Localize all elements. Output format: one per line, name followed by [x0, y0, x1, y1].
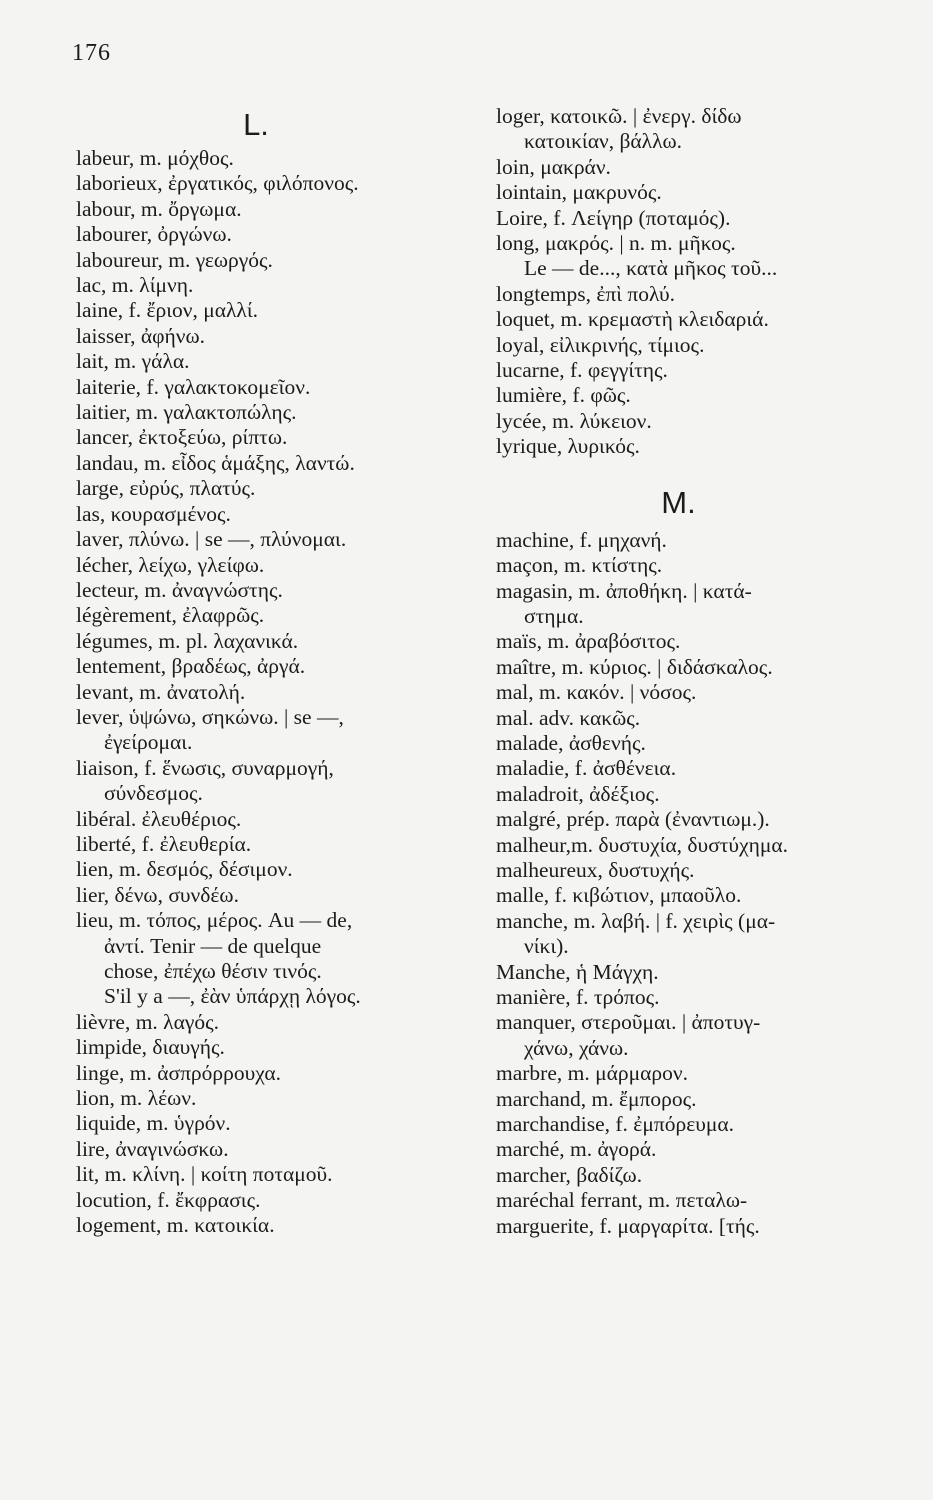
dictionary-entry: lac, m. λίμνη.: [76, 273, 194, 298]
dictionary-entry: maladroit, ἀδέξιος.: [496, 781, 660, 806]
dictionary-entry: loger, κατοικῶ. | ἐνεργ. δίδω: [496, 104, 742, 128]
dictionary-entry: lucarne, f. φεγγίτης.: [496, 358, 668, 383]
dictionary-entry: chose, ἐπέχω θέσιν τινός.: [104, 959, 322, 983]
dictionary-entry: lentement, βραδέως, ἀργά.: [76, 654, 306, 679]
dictionary-entry: lier, δένω, συνδέω.: [76, 882, 239, 907]
dictionary-entry: lever, ὑψώνω, σηκώνω. | se —,: [76, 704, 344, 729]
dictionary-entry: marchandise, f. ἐμπόρευμα.: [496, 1112, 735, 1137]
dictionary-entry: mal, m. κακόν. | νόσος.: [496, 680, 697, 705]
dictionary-entry: lycée, m. λύκειον.: [496, 408, 652, 433]
dictionary-entry: marchand, m. ἔμπορος.: [496, 1086, 697, 1111]
dictionary-entry: laitier, m. γαλακτοπώλης.: [76, 400, 297, 425]
dictionary-entry: linge, m. ἀσπρόρρουχα.: [76, 1060, 281, 1085]
dictionary-entry: malheur,m. δυστυχία, δυστύχημα.: [496, 832, 789, 857]
right-column: [496, 104, 901, 1239]
dictionary-entry: marbre, m. μάρμαρον.: [496, 1061, 688, 1086]
dictionary-entry: labeur, m. μόχθος.: [76, 146, 234, 170]
dictionary-entry: laboureur, m. γεωργός.: [76, 247, 273, 272]
dictionary-entry: large, εὐρύς, πλατύς.: [76, 476, 256, 501]
dictionary-entry: lien, m. δεσμός, δέσιμον.: [76, 857, 293, 882]
dictionary-entry: loyal, εἰλικρινής, τίμιος.: [496, 332, 705, 357]
dictionary-entry: laine, f. ἔριον, μαλλί.: [76, 298, 259, 323]
dictionary-entry: νίκι).: [524, 934, 569, 959]
dictionary-entry: liberté, f. ἐλευθερία.: [76, 831, 252, 856]
dictionary-entry: lire, ἀναγινώσκω.: [76, 1136, 229, 1161]
dictionary-entry: liaison, f. ἕνωσις, συναρμογή,: [76, 755, 334, 780]
dictionary-entry: maréchal ferrant, m. πεταλω-: [496, 1188, 748, 1213]
dictionary-entry: Manche, ἡ Μάγχη.: [496, 959, 659, 984]
dictionary-entry: ἐγείρομαι.: [104, 730, 193, 755]
entries-l: [76, 146, 476, 1238]
dictionary-entry: malgré, prép. παρὰ (ἐναντιωμ.).: [496, 807, 770, 832]
dictionary-entry: στημα.: [524, 603, 584, 628]
dictionary-entry: malle, f. κιβώτιον, μπαοῦλο.: [496, 883, 742, 908]
dictionary-entry: lait, m. γάλα.: [76, 349, 190, 374]
dictionary-entry: manquer, στεροῦμαι. | ἀποτυγ-: [496, 1010, 761, 1035]
dictionary-entry: loquet, m. κρεμαστὴ κλειδαριά.: [496, 307, 769, 332]
dictionary-entry: limpide, διαυγής.: [76, 1035, 225, 1060]
dictionary-entry: maladie, f. ἀσθένεια.: [496, 756, 677, 781]
entries-l-continued: [496, 104, 901, 460]
dictionary-entry: manche, m. λαβή. | f. χειρὶς (μα-: [496, 908, 776, 933]
dictionary-entry: χάνω, χάνω.: [524, 1035, 629, 1060]
dictionary-entry: lécher, λείχω, γλείφω.: [76, 552, 265, 577]
dictionary-entry: marguerite, f. μαργαρίτα. [τής.: [496, 1213, 760, 1238]
dictionary-entry: σύνδεσμος.: [104, 781, 203, 806]
dictionary-entry: lit, m. κλίνη. | κοίτη ποταμοῦ.: [76, 1162, 333, 1187]
dictionary-entry: landau, m. εἶδος ἁμάξης, λαντώ.: [76, 450, 355, 475]
dictionary-entry: magasin, m. ἀποθήκη. | κατά-: [496, 578, 752, 603]
dictionary-entry: loin, μακράν.: [496, 154, 611, 179]
dictionary-entry: lumière, f. φῶς.: [496, 383, 631, 408]
left-column: [76, 104, 476, 1238]
section-letter-m: M.: [661, 484, 696, 520]
dictionary-entry: légumes, m. pl. λαχανικά.: [76, 628, 299, 653]
dictionary-entry: lecteur, m. ἀναγνώστης.: [76, 577, 283, 602]
section-letter-l: L.: [243, 107, 269, 142]
dictionary-entry: maître, m. κύριος. | διδάσκαλος.: [496, 654, 773, 679]
dictionary-entry: Loire, f. Λείγηρ (ποταμός).: [496, 205, 731, 230]
page-number: 176: [72, 40, 111, 66]
dictionary-entry: malheureux, δυστυχής.: [496, 857, 695, 882]
dictionary-entry: maçon, m. κτίστης.: [496, 553, 663, 578]
dictionary-entry: liquide, m. ὑγρόν.: [76, 1111, 231, 1136]
dictionary-entry: lancer, ἐκτοξεύω, ρίπτω.: [76, 425, 288, 450]
dictionary-entry: las, κουρασμένος.: [76, 501, 231, 526]
dictionary-entry: laver, πλύνω. | se —, πλύνομαι.: [76, 527, 347, 552]
dictionary-entry: libéral. ἐλευθέριος.: [76, 806, 242, 831]
dictionary-entry: mal. adv. κακῶς.: [496, 705, 641, 730]
dictionary-entry: laiterie, f. γαλακτοκομεῖον.: [76, 374, 311, 399]
dictionary-entry: logement, m. κατοικία.: [76, 1213, 275, 1238]
entries-m: [496, 528, 901, 1239]
dictionary-entry: S'il y a —, ἐὰν ὑπάρχῃ λόγος.: [104, 984, 361, 1009]
dictionary-entry: laisser, ἀφήνω.: [76, 323, 205, 348]
dictionary-entry: lieu, m. τόπος, μέρος. Au — de,: [76, 908, 353, 933]
dictionary-entry: locution, f. ἔκφρασις.: [76, 1187, 261, 1212]
dictionary-entry: marché, m. ἀγορά.: [496, 1137, 657, 1162]
dictionary-entry: malade, ἀσθενής.: [496, 730, 646, 755]
dictionary-entry: légèrement, ἐλαφρῶς.: [76, 603, 265, 628]
dictionary-entry: maïs, m. ἀραβόσιτος.: [496, 629, 681, 654]
dictionary-entry: marcher, βαδίζω.: [496, 1162, 643, 1187]
dictionary-entry: long, μακρός. | n. m. μῆκος.: [496, 231, 736, 256]
dictionary-entry: labourer, ὀργώνω.: [76, 222, 232, 247]
dictionary-entry: machine, f. μηχανή.: [496, 527, 667, 552]
dictionary-entry: Le — de..., κατὰ μῆκος τοῦ...: [524, 256, 778, 281]
dictionary-entry: labour, m. ὄργωμα.: [76, 196, 242, 221]
dictionary-entry: lointain, μακρυνός.: [496, 180, 662, 205]
dictionary-entry: lyrique, λυρικός.: [496, 434, 640, 459]
dictionary-entry: manière, f. τρόπος.: [496, 985, 660, 1009]
dictionary-entry: lion, m. λέων.: [76, 1086, 197, 1111]
dictionary-entry: lièvre, m. λαγός.: [76, 1009, 219, 1034]
dictionary-entry: longtemps, ἐπὶ πολύ.: [496, 281, 676, 306]
dictionary-entry: laborieux, ἐργατικός, φιλόπονος.: [76, 171, 359, 196]
dictionary-entry: ἀντί. Tenir — de quelque: [104, 933, 322, 958]
dictionary-entry: κατοικίαν, βάλλω.: [524, 129, 683, 154]
dictionary-entry: levant, m. ἀνατολή.: [76, 679, 246, 704]
